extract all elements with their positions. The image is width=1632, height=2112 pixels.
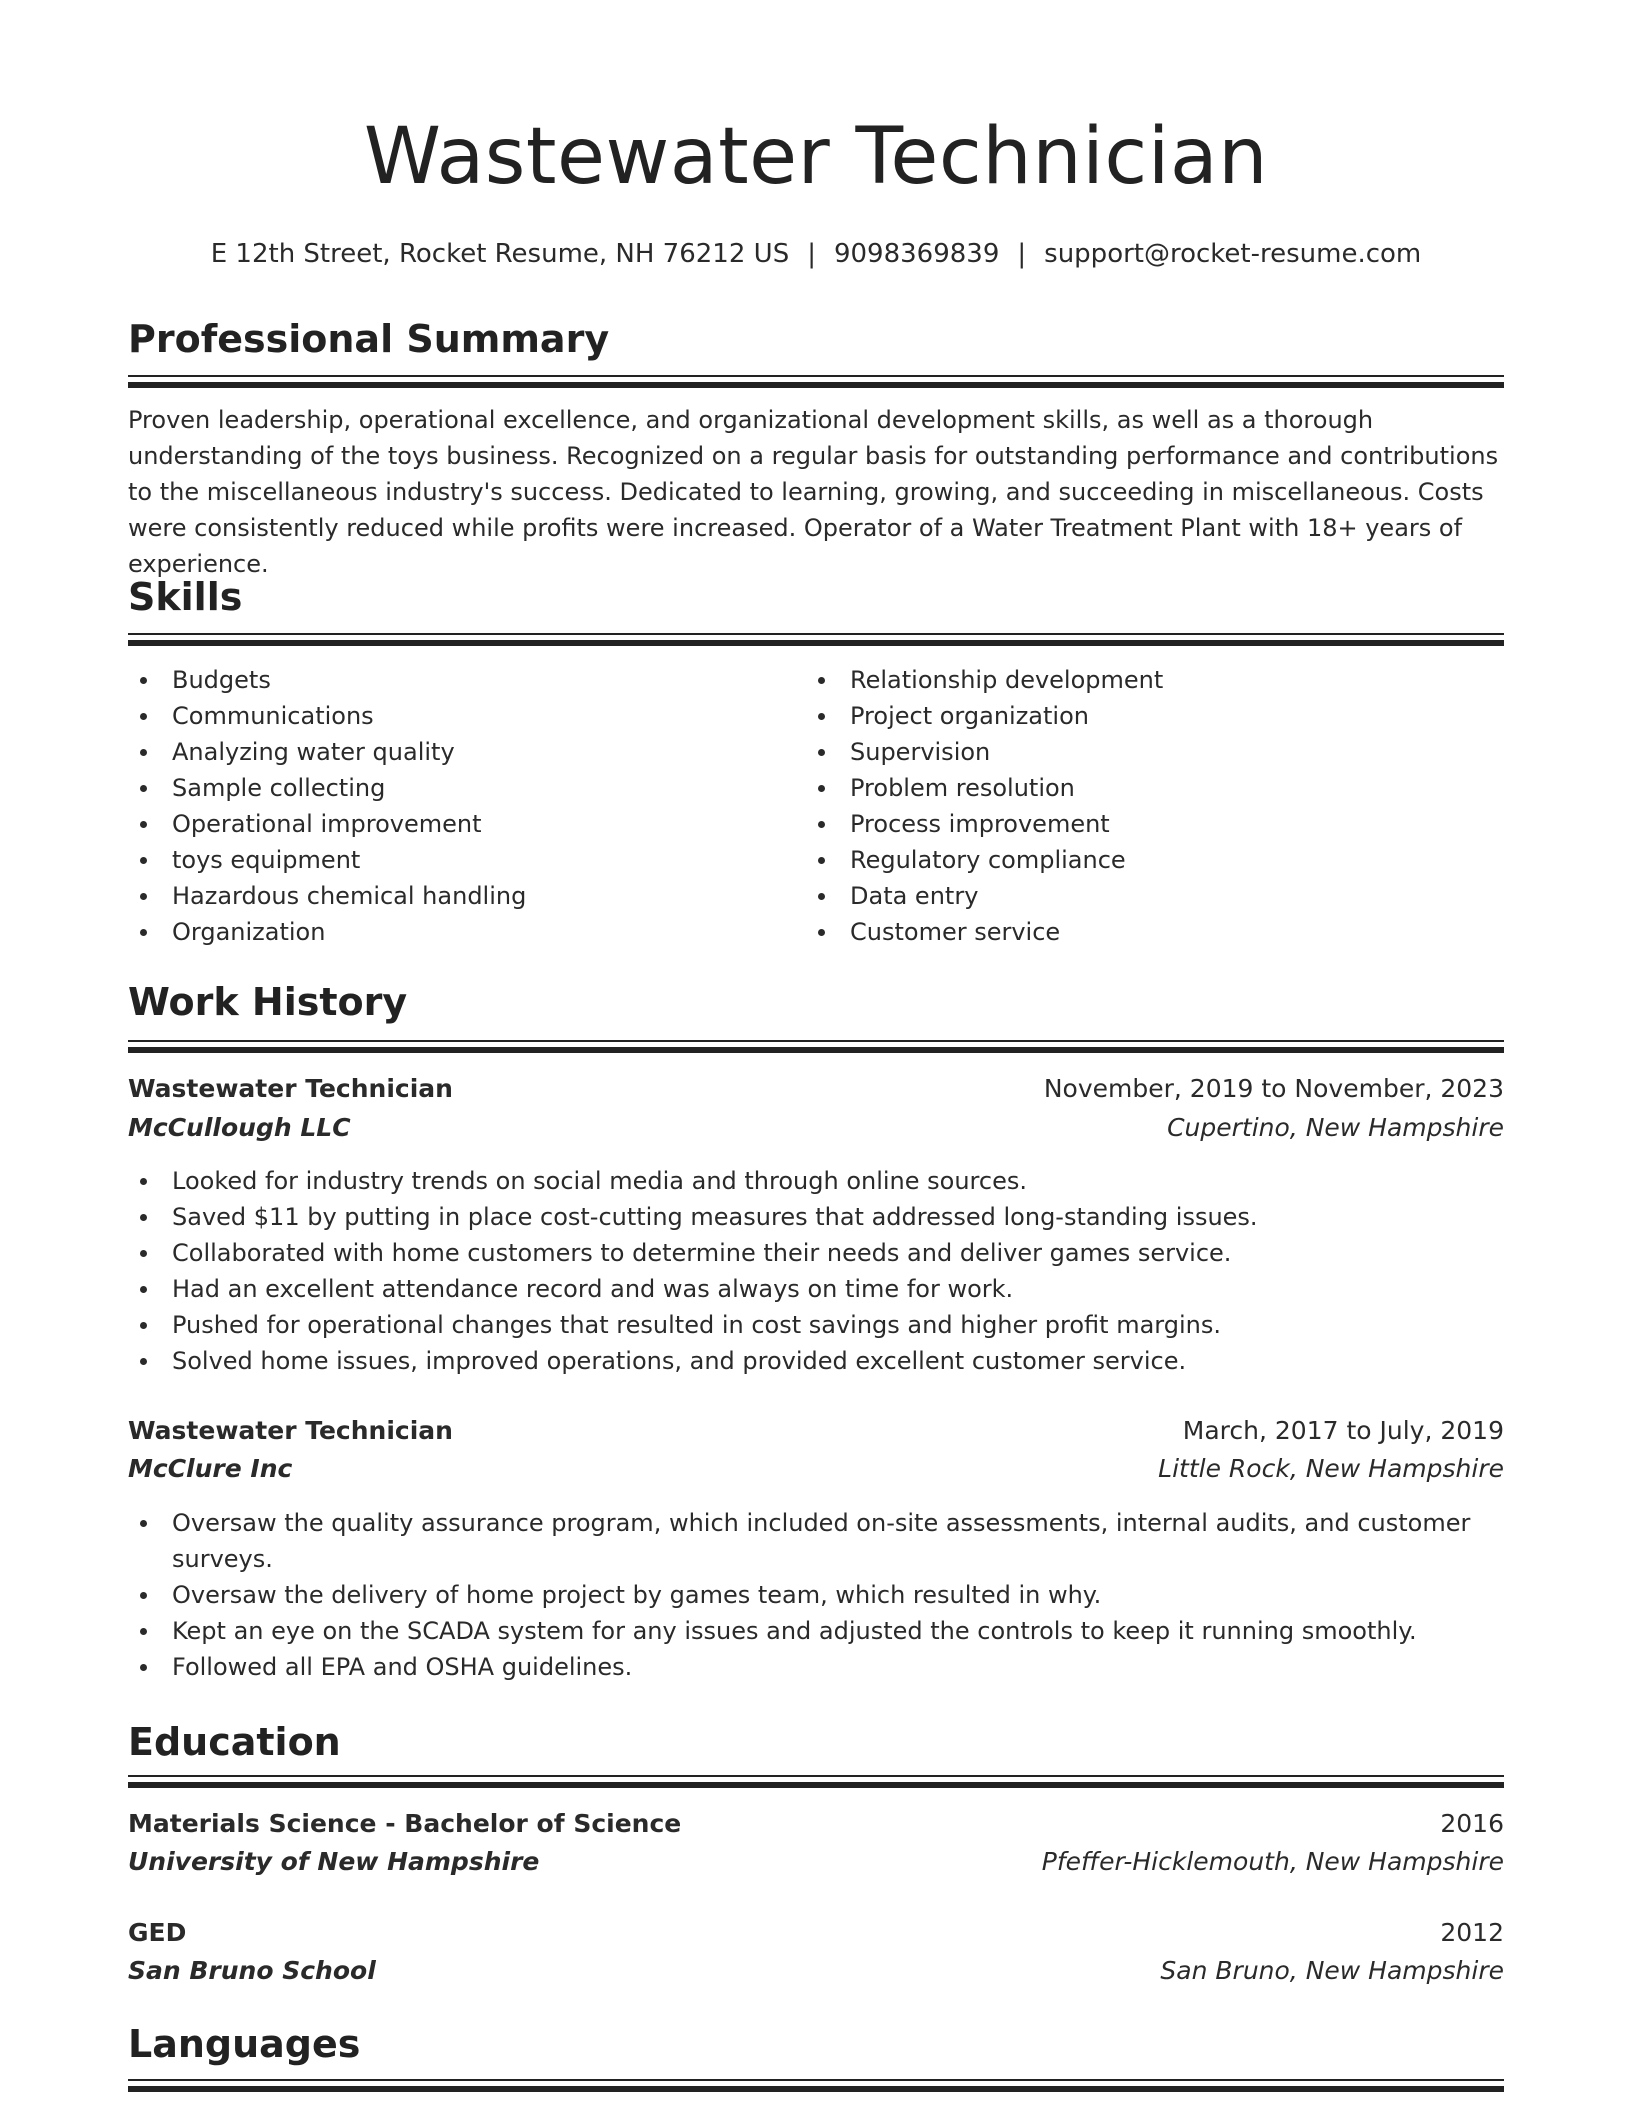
section-title-summary: Professional Summary [128, 317, 610, 361]
skills-column-right [806, 662, 1484, 950]
contact-email[interactable]: support@rocket-resume.com [1044, 239, 1422, 269]
contact-separator: | [807, 239, 816, 269]
languages-section [128, 2022, 1504, 2066]
education-school: University of New Hampshire [128, 1847, 540, 1876]
education-school: San Bruno School [128, 1956, 376, 1985]
job-dates: November, 2019 to November, 2023 [1043, 1074, 1504, 1103]
education-header [128, 1915, 1504, 1951]
contact-address: E 12th Street, Rocket Resume, NH 76212 US [210, 239, 790, 269]
list-item: Customer service [806, 914, 1484, 950]
section-title-languages: Languages [128, 2022, 361, 2066]
skills-section [128, 575, 1504, 946]
list-item: toys equipment [128, 842, 806, 878]
list-item: Sample collecting [128, 770, 806, 806]
job-subheader [128, 1110, 1504, 1146]
skills-list-left [128, 662, 806, 950]
list-item: Oversaw the delivery of home project by games team, which resulted in why. [128, 1577, 1504, 1613]
list-item: Kept an eye on the SCADA system for any issues and adjusted the controls to keep it running smoothly. [128, 1613, 1504, 1649]
job-location: Little Rock, New Hampshire [1158, 1454, 1504, 1483]
list-item: Analyzing water quality [128, 734, 806, 770]
contact-phone: 9098369839 [833, 239, 1000, 269]
skills-list-right [806, 662, 1484, 950]
job-bullets [128, 1505, 1504, 1685]
job-role: Wastewater Technician [128, 1416, 453, 1445]
list-item: Collaborated with home customers to determine their needs and deliver games service. [128, 1235, 1504, 1271]
job-subheader [128, 1451, 1504, 1487]
list-item: Hazardous chemical handling [128, 878, 806, 914]
list-item: Communications [128, 698, 806, 734]
list-item: Organization [128, 914, 806, 950]
list-item: Had an excellent attendance record and was always on time for work. [128, 1271, 1504, 1307]
job-dates: March, 2017 to July, 2019 [1182, 1416, 1504, 1445]
contact-separator: | [1017, 239, 1027, 269]
summary-text: Proven leadership, operational excellence, and organizational development skills, as well as a thorough understanding of the toys business. Recognized on a regular basis for outstanding performance and contributions to the miscellaneous industry's success. Dedicated to learning, growing, and succeeding in miscellaneous. Costs were consistently reduced while profits were increased. Operator of a Water Treatment Plant with 18+ years of experience. [128, 406, 1499, 578]
education-subheader [128, 1953, 1504, 1989]
list-item: Project organization [806, 698, 1484, 734]
education-location: Pfeffer-Hicklemouth, New Hampshire [1041, 1847, 1504, 1876]
job-header [128, 1413, 1504, 1449]
list-item: Budgets [128, 662, 806, 698]
list-item: Solved home issues, improved operations, and provided excellent customer service. [128, 1343, 1504, 1379]
education-degree: GED [128, 1918, 187, 1947]
education-location: San Bruno, New Hampshire [1160, 1956, 1504, 1985]
list-item: Data entry [806, 878, 1484, 914]
job-bullets [128, 1163, 1504, 1379]
education-header [128, 1806, 1504, 1842]
job-company: McCullough LLC [128, 1113, 351, 1142]
list-item: Relationship development [806, 662, 1484, 698]
list-item: Supervision [806, 734, 1484, 770]
list-item: Operational improvement [128, 806, 806, 842]
work-section [128, 980, 1504, 1681]
list-item: Pushed for operational changes that resulted in cost savings and higher profit margins. [128, 1307, 1504, 1343]
list-item: Process improvement [806, 806, 1484, 842]
list-item: Saved $11 by putting in place cost-cutting measures that addressed long-standing issues. [128, 1199, 1504, 1235]
list-item: Oversaw the quality assurance program, which included on-site assessments, internal audits, and customer surveys. [128, 1505, 1504, 1577]
list-item: Problem resolution [806, 770, 1484, 806]
contact-line [0, 241, 1632, 267]
summary-section [128, 317, 1504, 578]
section-title-skills: Skills [128, 575, 243, 619]
skills-column-left [128, 662, 806, 950]
job-header [128, 1071, 1504, 1107]
job-location: Cupertino, New Hampshire [1167, 1113, 1504, 1142]
education-subheader [128, 1844, 1504, 1880]
section-title-education: Education [128, 1720, 341, 1764]
list-item: Looked for industry trends on social media and through online sources. [128, 1163, 1504, 1199]
education-degree: Materials Science - Bachelor of Science [128, 1809, 682, 1838]
job-role: Wastewater Technician [128, 1074, 453, 1103]
education-section [128, 1720, 1504, 1985]
education-year: 2016 [1440, 1809, 1504, 1838]
section-title-work: Work History [128, 980, 408, 1024]
list-item: Followed all EPA and OSHA guidelines. [128, 1649, 1504, 1685]
list-item: Regulatory compliance [806, 842, 1484, 878]
job-company: McClure Inc [128, 1454, 293, 1483]
resume-name: Wastewater Technician [363, 112, 1269, 202]
education-year: 2012 [1440, 1918, 1504, 1947]
